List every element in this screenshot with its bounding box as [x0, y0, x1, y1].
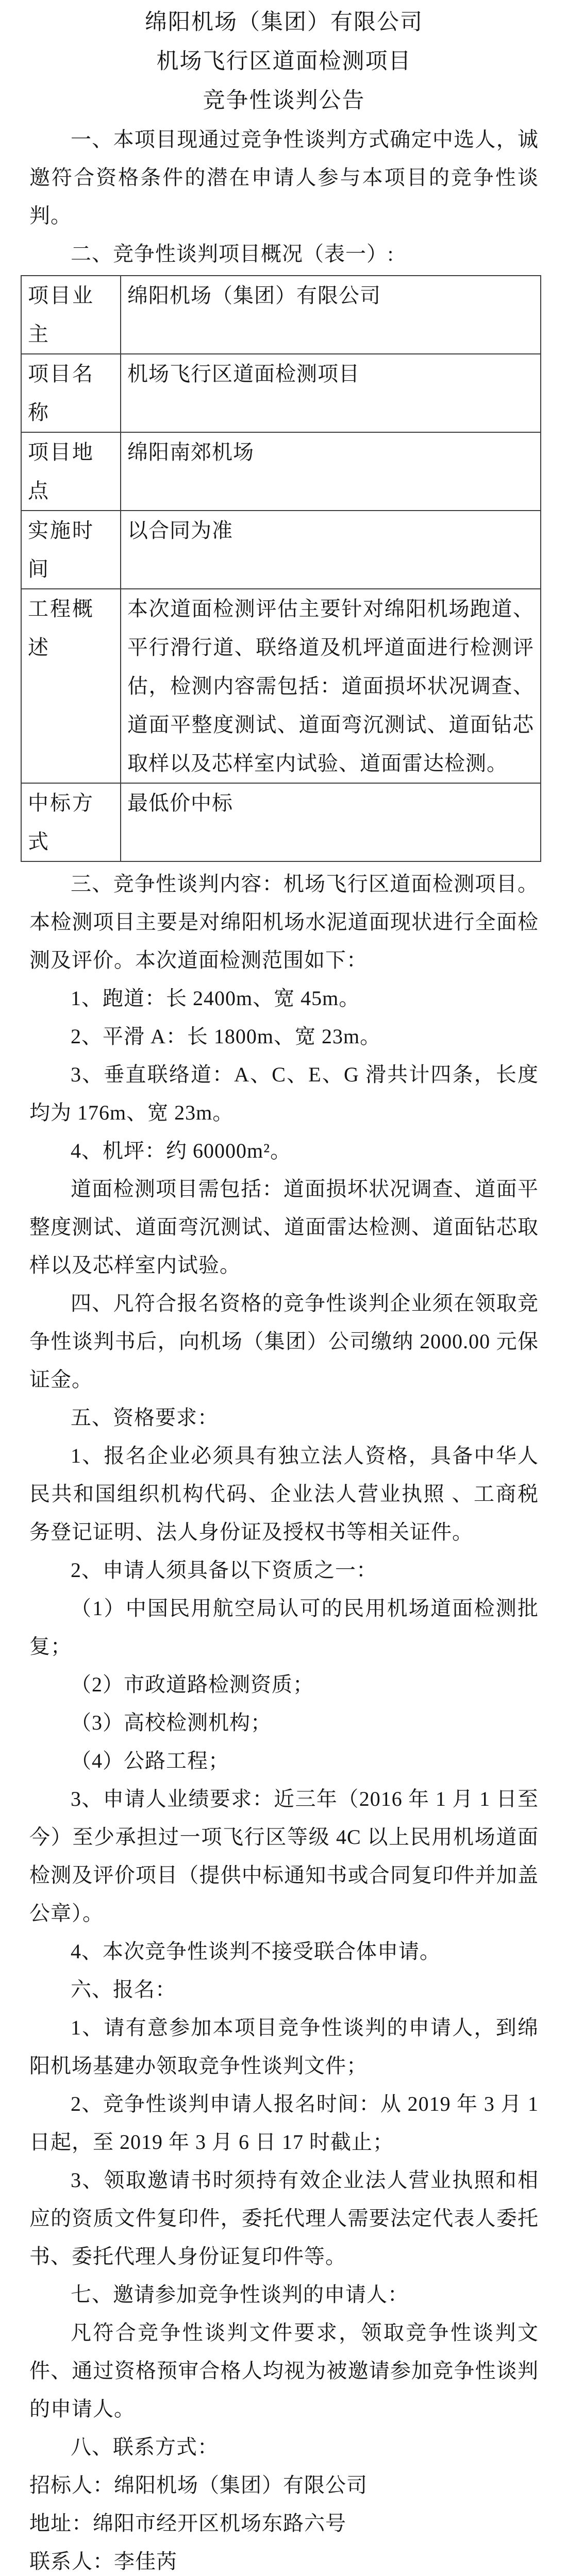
- row-value-award-method: 最低价中标: [121, 783, 541, 861]
- para-qualification-1: 1、报名企业必须具有独立法人资格，具备中华人民共和国组织机构代码、企业法人营业执照 、工商税务登记证明、法人身份证及授权书等相关证件。: [29, 1444, 539, 1544]
- row-label-award-method: 中标方式: [21, 783, 121, 861]
- row-value-location: 绵阳南郊机场: [121, 432, 541, 511]
- table-row-project-name: [21, 354, 541, 432]
- heading-contact: 八、联系方式：: [71, 2435, 219, 2459]
- para-registration-3: 3、领取邀请书时须持有效企业法人营业执照和相应的资质文件复印件，委托代理人需要法定代表人委托书、委托代理人身份证复印件等。: [29, 2168, 539, 2268]
- row-value-schedule: 以合同为准: [121, 511, 541, 589]
- item-municipal-road: （2）市政道路检测资质；: [71, 1673, 314, 1696]
- para-runway: 1、跑道：长 2400m、宽 45m。: [71, 987, 360, 1010]
- row-label-owner: 项目业主: [21, 276, 121, 354]
- item-university-agency: （3）高校检测机构；: [71, 1711, 272, 1734]
- table-row-award-method: [21, 783, 541, 861]
- para-registration-1: 1、请有意参加本项目竞争性谈判的申请人，到绵阳机场基建办领取竞争性谈判文件；: [29, 2016, 539, 2077]
- table-row-scope: [21, 589, 541, 783]
- para-detection-items: 道面检测项目需包括：道面损坏状况调查、道面平整度测试、道面弯沉测试、道面雷达检测、道面钻芯取样以及芯样室内试验。: [29, 1177, 539, 1277]
- table-row-owner: [21, 276, 541, 354]
- table-caption: 二、竞争性谈判项目概况（表一）:: [71, 242, 394, 265]
- contact-address: 地址：绵阳市经开区机场东路六号: [29, 2512, 346, 2535]
- table-row-location: [21, 432, 541, 511]
- company-title: 绵阳机场（集团）有限公司: [145, 10, 423, 35]
- row-value-owner: 绵阳机场（集团）有限公司: [121, 276, 541, 354]
- heading-registration: 六、报名：: [71, 1978, 176, 2001]
- row-value-scope: 本次道面检测评估主要针对绵阳机场跑道、平行滑行道、联络道及机坪道面进行检测评估，检测内容需包括：道面损坏状况调查、道面平整度测试、道面弯沉测试、道面钻芯取样以及芯样室内试验、道面雷达检测。: [121, 589, 541, 783]
- row-label-project-name: 项目名称: [21, 354, 121, 432]
- row-value-project-name: 机场飞行区道面检测项目: [121, 354, 541, 432]
- para-registration-2: 2、竞争性谈判申请人报名时间：从 2019 年 3 月 1 日起，至 2019 年 3 月 6 日 17 时截止；: [29, 2092, 539, 2154]
- announcement-title: 竞争性谈判公告: [203, 89, 365, 113]
- item-highway-engineering: （4）公路工程；: [71, 1749, 229, 1772]
- para-connector-taxiways: 3、垂直联络道：A、C、E、G 滑共计四条，长度均为 176m、宽 23m。: [29, 1063, 539, 1124]
- para-invited-applicants: 凡符合竞争性谈判文件要求，领取竞争性谈判文件、通过资格预审合格人均视为被邀请参加竞争性谈判的申请人。: [29, 2321, 539, 2420]
- para-apron: 4、机坪：约 60000m²。: [71, 1139, 292, 1162]
- para-intro: 一、本项目现通过竞争性谈判方式确定中选人，诚邀符合资格条件的潜在申请人参与本项目的竞争性谈判。: [29, 128, 539, 227]
- row-label-schedule: 实施时间: [21, 511, 121, 589]
- heading-qualification: 五、资格要求：: [71, 1406, 219, 1429]
- para-no-consortium: 4、本次竞争性谈判不接受联合体申请。: [71, 1940, 441, 1963]
- table-row-schedule: [21, 511, 541, 589]
- row-label-scope: 工程概述: [21, 589, 121, 783]
- para-deposit: 四、凡符合报名资格的竞争性谈判企业须在领取竞争性谈判书后，向机场（集团）公司缴纳 2000.00 元保证金。: [29, 1292, 539, 1391]
- para-parallel-taxiway: 2、平滑 A：长 1800m、宽 23m。: [71, 1025, 381, 1048]
- row-label-location: 项目地点: [21, 432, 121, 511]
- para-performance-requirement: 3、申请人业绩要求：近三年（2016 年 1 月 1 日至今）至少承担过一项飞行区等级 4C 以上民用机场道面检测及评价项目（提供中标通知书或合同复印件并加盖公章）。: [29, 1787, 539, 1925]
- heading-invited-applicants: 七、邀请参加竞争性谈判的申请人：: [71, 2283, 409, 2306]
- project-title: 机场飞行区道面检测项目: [156, 49, 412, 74]
- item-caac-approval: （1）中国民用航空局认可的民用机场道面检测批复；: [29, 1597, 539, 1658]
- contact-person: 联系人：李佳芮: [29, 2550, 177, 2573]
- contact-bidder: 招标人：绵阳机场（集团）有限公司: [29, 2473, 368, 2497]
- para-negotiation-content: 三、竞争性谈判内容：机场飞行区道面检测项目。本检测项目主要是对绵阳机场水泥道面现状进行全面检测及评价。本次道面检测范围如下：: [29, 872, 539, 972]
- para-qualification-2: 2、申请人须具备以下资质之一：: [71, 1558, 377, 1582]
- project-overview-table: [21, 275, 541, 862]
